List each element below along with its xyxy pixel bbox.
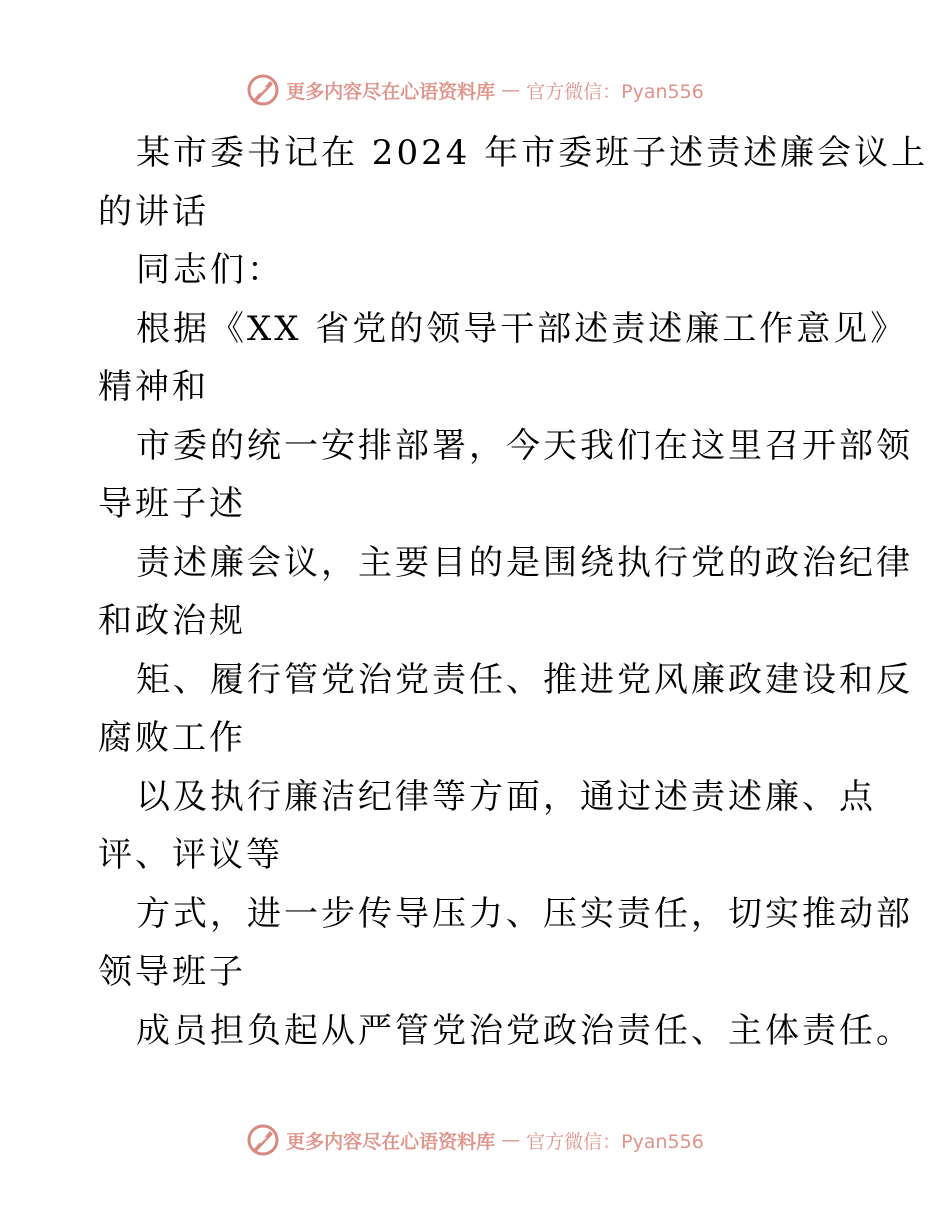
- quill-pen-icon: [246, 73, 280, 107]
- watermark-separator: —: [501, 1129, 521, 1151]
- text-line: 的讲话: [98, 191, 209, 232]
- text-line: 根据《XX 省党的领导干部述责述廉工作意见》: [136, 308, 908, 349]
- watermark-brand-text: 更多内容尽在心语资料库: [286, 1130, 496, 1153]
- watermark-wechat-text: 官方微信：Pyan556: [526, 80, 704, 103]
- text-line: 腐败工作: [98, 718, 246, 758]
- text-line: 某市委书记在 2024 年市委班子述责述廉会议上: [136, 133, 929, 173]
- watermark-separator: —: [501, 79, 521, 101]
- text-line: 以及执行廉洁纪律等方面，通过述责述廉、点: [136, 776, 876, 817]
- text-line: 市委的统一安排部署，今天我们在这里召开部领: [136, 425, 913, 466]
- text-line: 同志们：: [136, 250, 284, 290]
- text-line: 责述廉会议，主要目的是围绕执行党的政治纪律: [136, 542, 913, 583]
- text-line: 矩、履行管党治党责任、推进党风廉政建设和反: [136, 659, 913, 700]
- text-line: 导班子述: [98, 484, 246, 524]
- text-line: 和政治规: [98, 601, 246, 641]
- footer-watermark: [0, 1120, 950, 1160]
- text-line: 评、评议等: [98, 835, 283, 875]
- watermark-wechat-text: 官方微信：Pyan556: [526, 1130, 704, 1153]
- text-line: 方式，进一步传导压力、压实责任，切实推动部: [136, 893, 913, 934]
- document-body: [98, 124, 929, 1060]
- text-line: 成员担负起从严管党治党政治责任、主体责任。: [136, 1010, 913, 1051]
- header-watermark: [0, 70, 950, 110]
- text-line: 精神和: [98, 367, 209, 407]
- watermark-brand-text: 更多内容尽在心语资料库: [286, 80, 496, 103]
- quill-pen-icon: [246, 1123, 280, 1157]
- text-line: 领导班子: [98, 952, 246, 992]
